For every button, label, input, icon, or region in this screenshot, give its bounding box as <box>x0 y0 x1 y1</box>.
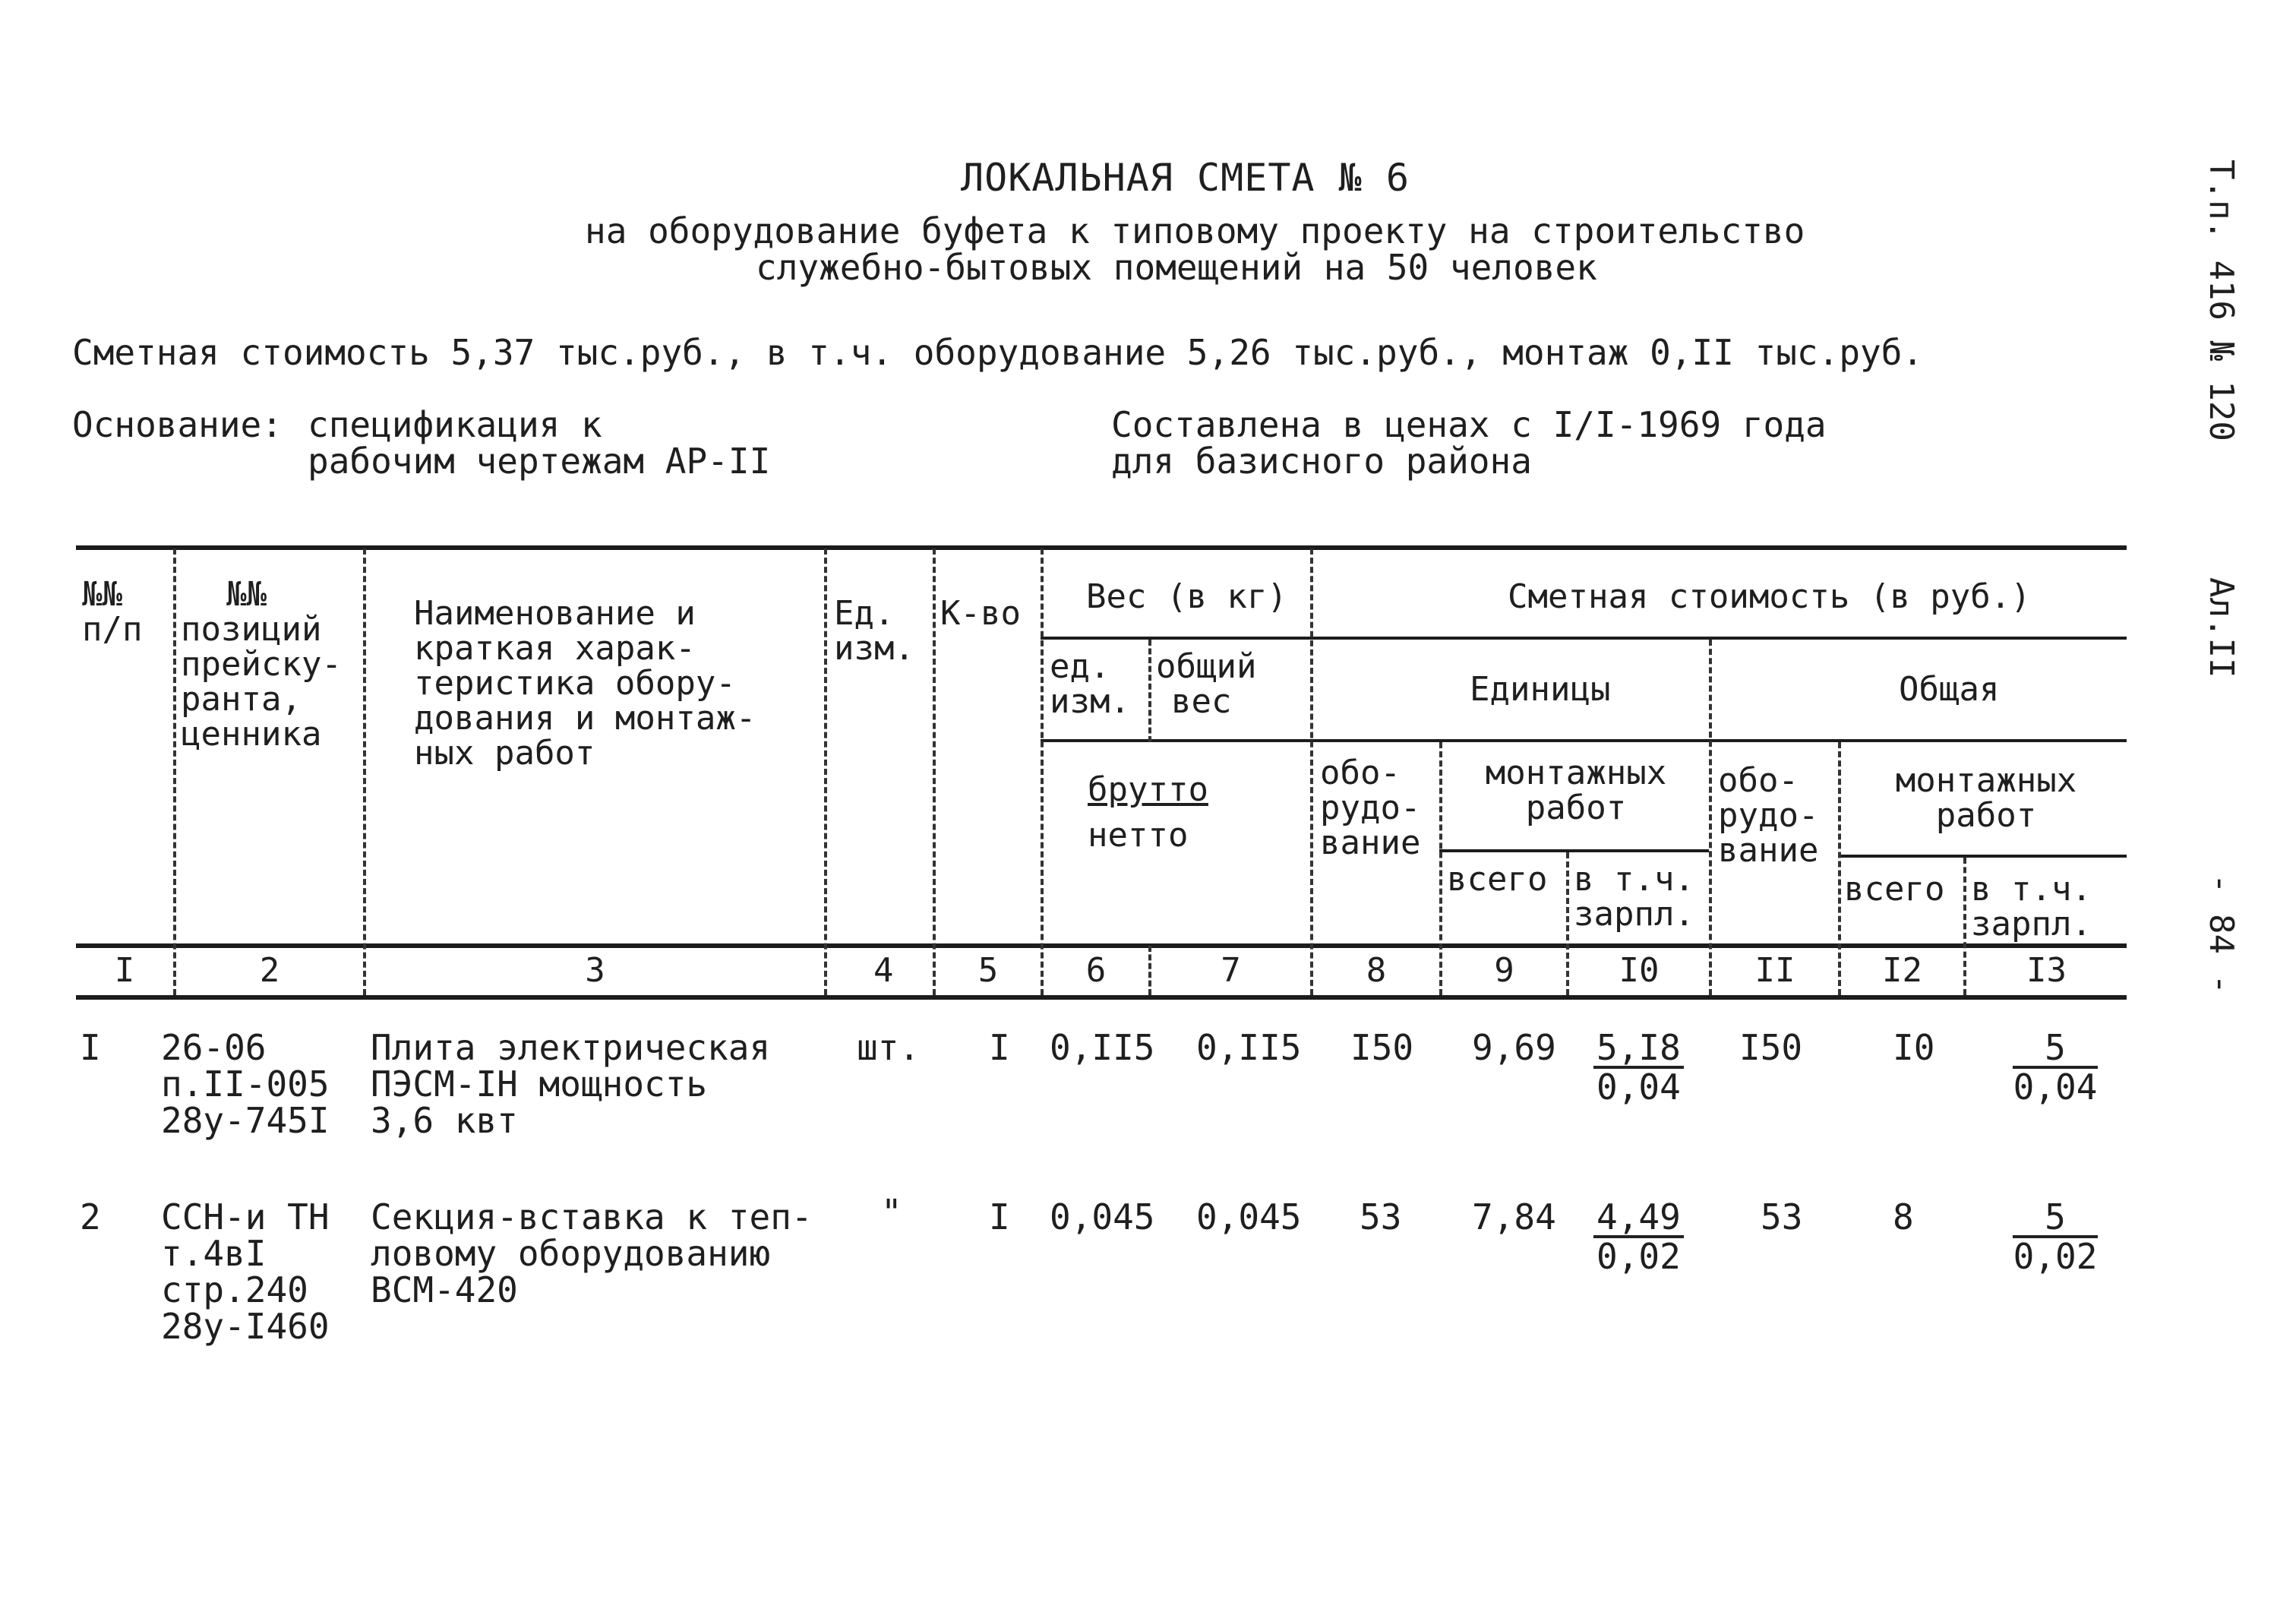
code-line: т.4вI <box>161 1233 267 1274</box>
name-line: ловому оборудованию <box>371 1233 771 1274</box>
side-page-number: - 84 - <box>2202 874 2241 994</box>
basis-line-2: рабочим чертежам АР-II <box>308 441 771 482</box>
col-number: II <box>1754 951 1795 990</box>
unit-equipment-header <box>1320 756 1420 861</box>
col-5-header: К-во <box>940 594 1021 633</box>
col-4-header <box>834 596 914 666</box>
row-1-qty: I <box>989 1027 1010 1068</box>
equipment-line: рудо- <box>1718 796 1819 835</box>
col-4-header-line: изм. <box>834 629 914 668</box>
row-2-weight-total: 0,045 <box>1196 1196 1302 1237</box>
name-line: ПЭСМ-IН мощность <box>371 1063 708 1105</box>
weight-unit-line: изм. <box>1050 682 1130 721</box>
row-1-weight-total: 0,II5 <box>1196 1027 1302 1068</box>
netto-label: нетто <box>1088 816 1189 855</box>
row-1-total-mounting: I0 <box>1893 1027 1935 1068</box>
mounting-line: монтажных <box>1485 754 1667 792</box>
code-line: п.II-005 <box>161 1063 330 1105</box>
total-equipment-header <box>1718 763 1818 868</box>
weight-total-line: общий <box>1156 647 1257 686</box>
total-wage-header <box>1971 872 2092 942</box>
col-sep-6a <box>1148 640 1151 742</box>
col-3-header <box>414 596 756 771</box>
row-2-unit-equipment: 53 <box>1360 1196 1402 1237</box>
row-2-code <box>161 1196 330 1347</box>
row-1-unit: шт. <box>857 1027 921 1068</box>
brutto-label: брутто <box>1088 770 1208 809</box>
wage-part: 0,04 <box>1596 1067 1681 1108</box>
row-2-total-wage <box>2013 1196 2098 1277</box>
weight-header: Вес (в кг) <box>1086 577 1287 616</box>
row-2-weight-unit: 0,045 <box>1050 1196 1155 1237</box>
weight-total-header <box>1156 649 1256 719</box>
side-sheet: Ал.II <box>2202 577 2241 678</box>
name-line: ВСМ-420 <box>371 1269 518 1310</box>
unit-mounting-header <box>1451 756 1701 826</box>
wage-total: 4,49 <box>1593 1199 1684 1238</box>
col-number: 8 <box>1366 951 1387 990</box>
wage-part: 0,04 <box>2013 1067 2098 1108</box>
units-header: Единицы <box>1470 670 1611 709</box>
weight-total-line: вес <box>1171 682 1232 721</box>
row-1-unit-equipment: I50 <box>1350 1027 1414 1068</box>
col-2-header <box>181 577 342 752</box>
col-sep-5 <box>1041 548 1044 995</box>
rule-mid <box>1041 739 2127 742</box>
mounting-line: монтажных <box>1895 761 2077 800</box>
table-top-rule <box>76 545 2127 550</box>
row-1-number: I <box>80 1027 101 1068</box>
col-number: I3 <box>2026 951 2067 990</box>
wage-line: зарпл. <box>1574 895 1694 934</box>
basis-line-1: спецификация к <box>308 404 602 445</box>
header-bottom-rule <box>76 943 2127 948</box>
col-number: 3 <box>585 951 605 990</box>
col-number: I2 <box>1882 951 1922 990</box>
row-1-total-equipment: I50 <box>1739 1027 1803 1068</box>
basis-label: Основание: <box>72 404 283 445</box>
prices-line-2: для базисного района <box>1111 441 1532 482</box>
wage-line: зарпл. <box>1971 905 2092 943</box>
subtitle-line-1: на оборудование буфета к типовому проекту на строительство <box>585 210 1805 251</box>
subtitle-line-2: служебно-бытовых помещений на 50 человек <box>756 247 1597 288</box>
col-2-header-line: №№ <box>226 575 267 614</box>
col-3-header-line: ных работ <box>414 734 595 773</box>
mounting-line: работ <box>1935 796 2037 835</box>
code-line: ССН-и ТН <box>161 1196 330 1237</box>
col-3-header-line: дования и монтаж- <box>414 699 756 738</box>
equipment-line: вание <box>1718 831 1819 870</box>
name-line: Плита электрическая <box>371 1027 771 1068</box>
rule-total-mount <box>1838 855 2127 858</box>
row-2-number: 2 <box>80 1196 101 1237</box>
row-1-weight-unit: 0,II5 <box>1050 1027 1155 1068</box>
wage-line: в т.ч. <box>1971 870 2092 909</box>
col-sep-1 <box>173 548 176 995</box>
col-number: I0 <box>1619 951 1660 990</box>
col-sep-4 <box>933 548 936 995</box>
rule-unit-mount <box>1439 849 1709 852</box>
col-sep-10 <box>1709 640 1712 995</box>
equipment-line: рудо- <box>1320 789 1421 827</box>
col-3-header-line: Наименование и <box>414 594 696 633</box>
row-2-unit-mounting: 7,84 <box>1472 1196 1556 1237</box>
equipment-line: обо- <box>1718 761 1799 800</box>
row-1-total-wage <box>2013 1027 2098 1108</box>
unit-wage-header <box>1574 862 1694 932</box>
col-number: 2 <box>259 951 280 990</box>
equipment-line: обо- <box>1320 754 1401 792</box>
code-line: 26-06 <box>161 1027 267 1068</box>
name-line: 3,6 квт <box>371 1100 518 1141</box>
weight-unit-header <box>1050 649 1130 719</box>
col-number: 7 <box>1221 951 1241 990</box>
numbers-bottom-rule <box>76 995 2127 1000</box>
wage-line: в т.ч. <box>1574 860 1694 899</box>
equipment-line: вание <box>1320 823 1421 862</box>
total-all-header: всего <box>1844 870 1945 909</box>
mounting-line: работ <box>1525 789 1627 827</box>
row-1-unit-mounting: 9,69 <box>1472 1027 1556 1068</box>
row-2-total-mounting: 8 <box>1893 1196 1914 1237</box>
row-1-name <box>371 1029 770 1139</box>
col-2-header-line: ценника <box>181 715 322 754</box>
col-sep-7 <box>1310 548 1313 995</box>
code-line: 28у-I460 <box>161 1306 330 1347</box>
col-3-header-line: краткая харак- <box>414 629 696 668</box>
total-header: Общая <box>1899 670 2000 709</box>
col-number: 9 <box>1494 951 1514 990</box>
col-3-header-line: теристика обору- <box>414 664 736 703</box>
row-1-code <box>161 1029 330 1139</box>
code-line: 28у-745I <box>161 1100 330 1141</box>
unit-all-header: всего <box>1447 860 1548 899</box>
col-1-header-line: п/п <box>82 610 143 649</box>
col-2-header-line: позиций <box>181 610 322 649</box>
wage-total: 5,I8 <box>1593 1029 1684 1069</box>
cost-header: Сметная стоимость (в руб.) <box>1508 577 2031 616</box>
row-2-total-equipment: 53 <box>1761 1196 1803 1237</box>
wage-total: 5 <box>2013 1199 2098 1238</box>
col-sep-2 <box>363 548 366 995</box>
col-number: I <box>114 951 135 990</box>
wage-part: 0,02 <box>2013 1236 2098 1277</box>
row-2-qty: I <box>989 1196 1010 1237</box>
row-1-unit-wage <box>1593 1027 1684 1108</box>
row-2-unit-wage <box>1593 1196 1684 1277</box>
weight-unit-line: ед. <box>1050 647 1110 686</box>
side-reference: Т.п. 416 № 120 <box>2202 160 2241 441</box>
page-title: ЛОКАЛЬНАЯ СМЕТА № 6 <box>961 156 1410 200</box>
cost-summary: Сметная стоимость 5,37 тыс.руб., в т.ч. оборудование 5,26 тыс.руб., монтаж 0,II тыс.руб. <box>72 332 1924 373</box>
rule-weight-sub <box>1041 637 2127 640</box>
col-4-header-line: Ед. <box>834 594 895 633</box>
code-line: стр.240 <box>161 1269 308 1310</box>
wage-part: 0,02 <box>1596 1236 1681 1277</box>
col-2-header-line: ранта, <box>181 680 302 719</box>
col-number: 4 <box>873 951 894 990</box>
col-1-header <box>82 577 142 647</box>
name-line: Секция-вставка к теп- <box>371 1196 813 1237</box>
wage-total: 5 <box>2013 1029 2098 1069</box>
col-number: 5 <box>977 951 999 990</box>
row-2-name <box>371 1196 813 1310</box>
row-2-unit: " <box>881 1192 902 1233</box>
col-1-header-line: №№ <box>82 575 122 614</box>
col-number: 6 <box>1085 951 1107 990</box>
col-sep-3 <box>824 548 827 995</box>
prices-line-1: Составлена в ценах с I/I-1969 года <box>1111 404 1827 445</box>
col-2-header-line: прейску- <box>181 645 342 684</box>
total-mounting-header <box>1846 763 2127 833</box>
